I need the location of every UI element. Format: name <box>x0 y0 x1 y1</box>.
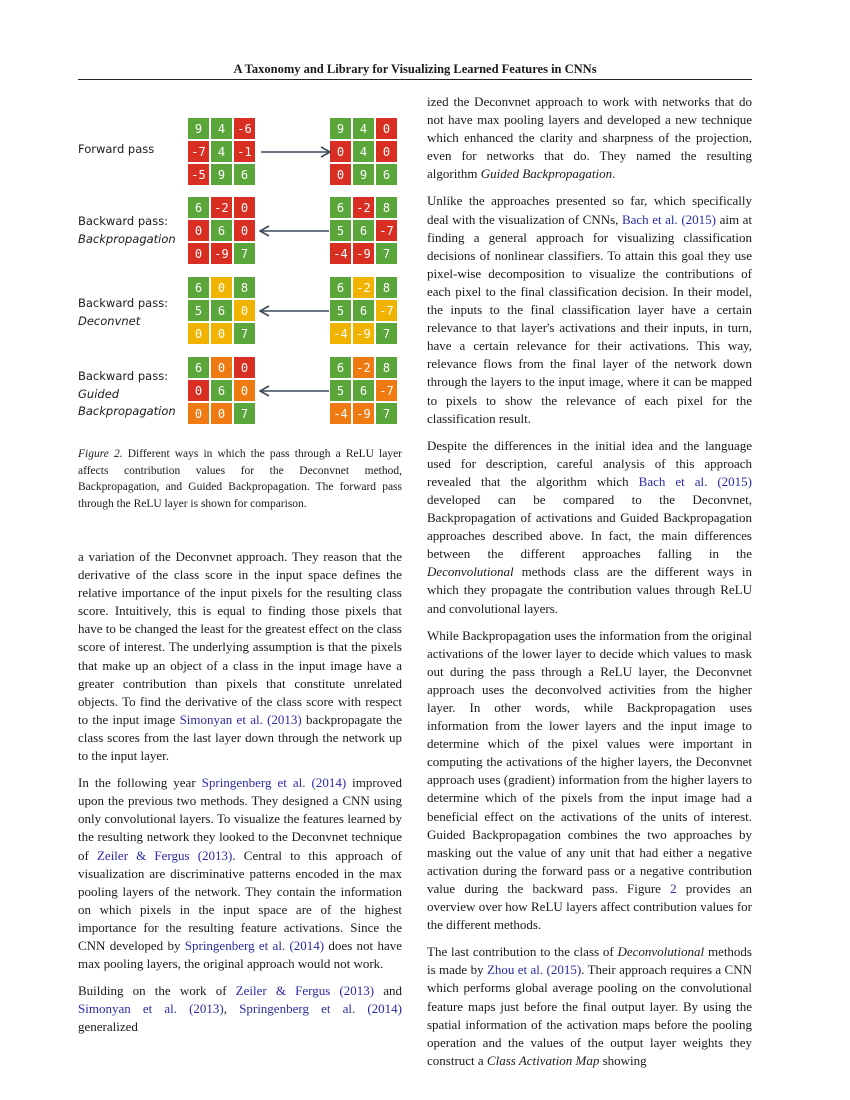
paragraph <box>427 93 752 183</box>
body-text: generalized <box>78 1019 138 1035</box>
matrix-cell: -7 <box>376 300 397 321</box>
right-column <box>427 93 752 1079</box>
matrix-cell: 0 <box>188 220 209 241</box>
matrix-cell: 0 <box>330 141 351 162</box>
row-label-method: Guided Backpropagation <box>78 386 176 418</box>
matrix-cell: 4 <box>353 141 374 162</box>
matrix-cell: 6 <box>211 300 232 321</box>
matrix-cell: 8 <box>376 357 397 378</box>
figure-row-label <box>78 213 174 248</box>
matrix-cell: 0 <box>188 243 209 264</box>
matrix-cell: 9 <box>211 164 232 185</box>
citation-link[interactable]: Zeiler & Fergus (2013) <box>96 847 233 863</box>
body-text: developed can be compared to the Deconvnet, Backpropagation of activations and Guided Backpropagation approaches described above. In fact, the main differences between the different approaches falling in the <box>427 491 752 562</box>
right-matrix <box>330 277 397 344</box>
body-text: backpropagate the class scores from the last layer down through the network up to the input layer. <box>78 711 402 764</box>
body-text: In the following year <box>78 775 202 791</box>
caption-text: Different ways in which the pass through a ReLU layer affects contribution values for the Deconvnet method, Backpropagation, and Guided Backpropagation. The forward pass through the ReLU layer is shown for comparison. <box>78 448 402 510</box>
matrix-cell: 6 <box>330 197 351 218</box>
matrix-cell: 6 <box>330 357 351 378</box>
matrix-cell: 7 <box>234 243 255 264</box>
paragraph <box>427 943 752 1070</box>
row-label-plain: Backward pass: <box>78 369 169 383</box>
paragraph <box>427 192 752 427</box>
matrix-cell: 5 <box>330 380 351 401</box>
matrix-cell: -7 <box>188 141 209 162</box>
matrix-cell: 6 <box>330 277 351 298</box>
body-text: Unlike the approaches presented so far, which specifically deal with the visualization of CNNs, <box>427 193 752 227</box>
row-label-method: Backpropagation <box>78 231 176 246</box>
left-matrix <box>188 118 255 185</box>
relu-pass-figure <box>78 110 410 440</box>
matrix-cell: 0 <box>234 197 255 218</box>
matrix-cell: 7 <box>234 403 255 424</box>
matrix-cell: 6 <box>188 357 209 378</box>
matrix-cell: 6 <box>188 277 209 298</box>
left-column <box>78 548 402 1045</box>
matrix-cell: 7 <box>376 243 397 264</box>
matrix-cell: 8 <box>376 197 397 218</box>
paragraph <box>78 982 402 1036</box>
right-matrix <box>330 118 397 185</box>
body-text: methods is made by <box>427 944 752 978</box>
matrix-cell: 5 <box>330 220 351 241</box>
paragraph <box>427 437 752 618</box>
figure-row-label <box>78 295 168 330</box>
row-label-plain: Backward pass: <box>78 214 169 228</box>
emphasis-text: Class Activation Map <box>486 1052 600 1068</box>
matrix-cell: -2 <box>353 197 374 218</box>
body-text: , <box>223 1001 240 1017</box>
matrix-cell: -9 <box>211 243 232 264</box>
matrix-cell: 9 <box>188 118 209 139</box>
citation-link[interactable]: Springenberg et al. (2014) <box>201 775 347 791</box>
matrix-cell: 0 <box>234 220 255 241</box>
matrix-cell: 6 <box>353 220 374 241</box>
matrix-cell: 0 <box>188 403 209 424</box>
citation-link[interactable]: Zhou et al. (2015) <box>486 962 582 978</box>
arrow-left-icon <box>259 384 331 398</box>
matrix-cell: 5 <box>188 300 209 321</box>
matrix-cell: -9 <box>353 243 374 264</box>
citation-link[interactable]: Simonyan et al. (2013) <box>78 1001 224 1017</box>
matrix-cell: 0 <box>211 323 232 344</box>
matrix-cell: 0 <box>211 357 232 378</box>
matrix-cell: 8 <box>234 277 255 298</box>
matrix-cell: 0 <box>234 380 255 401</box>
matrix-cell: 0 <box>211 403 232 424</box>
matrix-cell: 0 <box>330 164 351 185</box>
matrix-cell: -7 <box>376 220 397 241</box>
citation-link[interactable]: Springenberg et al. (2014) <box>239 1001 402 1017</box>
matrix-cell: -9 <box>353 403 374 424</box>
matrix-cell: 9 <box>330 118 351 139</box>
arrow-right-icon <box>259 145 331 159</box>
matrix-cell: 0 <box>188 323 209 344</box>
body-text: and <box>374 983 402 999</box>
matrix-cell: 6 <box>234 164 255 185</box>
matrix-cell: 0 <box>376 141 397 162</box>
matrix-cell: -2 <box>353 357 374 378</box>
matrix-cell: 6 <box>211 220 232 241</box>
left-matrix <box>188 357 255 424</box>
emphasis-text: Deconvolutional <box>617 944 705 960</box>
matrix-cell: 6 <box>211 380 232 401</box>
matrix-cell: 4 <box>211 118 232 139</box>
running-title: A Taxonomy and Library for Visualizing Learned Features in CNNs <box>233 62 597 76</box>
body-text: showing <box>599 1052 647 1068</box>
citation-link[interactable]: Bach et al. (2015) <box>621 211 717 227</box>
matrix-cell: 6 <box>376 164 397 185</box>
body-text: . Their approach requires a CNN which performs global average pooling on the convolutional feature maps just before the final output layer. By using the spatial information of the activation maps before the pooling operation and the values of the output layer weights they construct a <box>427 962 752 1068</box>
citation-link[interactable]: Zeiler & Fergus (2013) <box>235 983 375 999</box>
citation-link[interactable]: 2 <box>670 880 677 896</box>
body-text: Building on the work of <box>78 983 236 999</box>
right-matrix <box>330 357 397 424</box>
matrix-cell: 5 <box>330 300 351 321</box>
paragraph <box>78 774 402 973</box>
arrow-left-icon <box>259 304 331 318</box>
emphasis-text: Guided Backpropagation <box>480 166 613 182</box>
row-label-plain: Backward pass: <box>78 296 169 310</box>
body-text: does not have max pooling layers, the original approach would not work. <box>78 937 403 972</box>
body-text: The last contribution to the class of <box>427 944 618 960</box>
emphasis-text: Deconvolutional <box>427 564 514 580</box>
body-text: Despite the differences in the initial idea and the language used for description, careful analysis of this approach revealed that the algorithm which <box>427 437 752 489</box>
matrix-cell: 6 <box>353 300 374 321</box>
figure-row-label <box>78 141 154 159</box>
matrix-cell: -2 <box>353 277 374 298</box>
citation-link[interactable]: Simonyan et al. (2013) <box>179 711 302 727</box>
matrix-cell: -9 <box>353 323 374 344</box>
matrix-cell: -1 <box>234 141 255 162</box>
matrix-cell: -6 <box>234 118 255 139</box>
body-text: methods class are the different ways in which they propagate the contribution values through ReLU and convolutional layers. <box>427 564 752 616</box>
row-label-plain: Forward pass <box>78 142 155 156</box>
figure-caption <box>78 446 402 512</box>
matrix-cell: -7 <box>376 380 397 401</box>
figure-row-label <box>78 368 174 421</box>
matrix-cell: -5 <box>188 164 209 185</box>
matrix-cell: 6 <box>188 197 209 218</box>
matrix-cell: -4 <box>330 403 351 424</box>
paragraph <box>427 627 752 935</box>
matrix-cell: 6 <box>353 380 374 401</box>
matrix-cell: 8 <box>376 277 397 298</box>
matrix-cell: -4 <box>330 243 351 264</box>
body-text: provides an overview over how ReLU layers affect contribution values for the different methods. <box>427 880 752 933</box>
right-matrix <box>330 197 397 264</box>
matrix-cell: 0 <box>234 300 255 321</box>
header-rule <box>78 79 752 80</box>
matrix-cell: 4 <box>211 141 232 162</box>
matrix-cell: -2 <box>211 197 232 218</box>
left-matrix <box>188 277 255 344</box>
paragraph <box>78 548 402 765</box>
matrix-cell: 7 <box>376 403 397 424</box>
body-text: While Backpropagation uses the information from the original activations of the lower layer to decide which values to mask out during the pass through a ReLU layer, the Deconvnet approach uses the deconvolved activities from the higher layer. In other words, while Backpropagation uses information from the lower layers and the input image to determine which of the pixel values were important in computing the activations of the higher layers, the Deconvnet approach uses (gradient) information from the higher layers to determine which of the pixels from the input image had a beneficial effect on the activations of the units of interest. Guided Backpropagation combines the two approaches by masking out the value of any unit that had either a negative activation during the forward pass or a negative contribution value during the backward pass. Figure <box>427 627 752 896</box>
citation-link[interactable]: Springenberg et al. (2014) <box>184 937 325 953</box>
citation-link[interactable]: Bach et al. (2015) <box>638 473 752 489</box>
matrix-cell: 0 <box>211 277 232 298</box>
matrix-cell: 0 <box>376 118 397 139</box>
row-label-method: Deconvnet <box>78 313 141 328</box>
body-text: . <box>612 166 616 182</box>
matrix-cell: 9 <box>353 164 374 185</box>
matrix-cell: 0 <box>234 357 255 378</box>
arrow-left-icon <box>259 224 331 238</box>
body-text: . Central to this approach of visualization are discriminative patterns encoded in the max pooling layers of the network. They contain the information on which pixels in the input space are of the highest importance for the resulting feature activations. Since the CNN developed by <box>78 847 402 953</box>
matrix-cell: 4 <box>353 118 374 139</box>
matrix-cell: 0 <box>188 380 209 401</box>
body-text: ized the Deconvnet approach to work with networks that do not have max pooling layers and developed a new technique which enhanced the clarity and sharpness of the projection, even for networks that do. They named the resulting algorithm <box>427 94 752 182</box>
matrix-cell: -4 <box>330 323 351 344</box>
matrix-cell: 7 <box>234 323 255 344</box>
body-text: improved upon the previous two methods. They designed a CNN using only convolutional layers. To visualize the features learned by the resulting network they looked to the Deconvnet technique of <box>78 775 402 863</box>
caption-label: Figure 2. <box>78 448 123 460</box>
matrix-cell: 7 <box>376 323 397 344</box>
body-text: a variation of the Deconvnet approach. They reason that the derivative of the class score in the input space defines the relative importance of the input pixels for the resulting class score. Intuitively, this is equal to finding those pixels that have to be changed the least for the greatest effect on the class score of interest. The underlying assumption is that the pixels that make up an object of a class in the input image have a greater contribution than pixels that constitute unrelated objects. To find the derivative of the class score with respect to the input image <box>78 549 402 727</box>
left-matrix <box>188 197 255 264</box>
body-text: aim at finding a general approach for visualizing classification decisions of nonlinear classifiers. To attain this goal they use pixel-wise decomposition to visualize the contributions of each pixel to the final classification decision. In their model, the inputs to the final classification layer have a certain relevance to that layer's activations and their inputs, in turn, have a certain relevance for their activations. This way, relevance flows from the final layer of the network down through the layers to the input image, where it can be mapped to pixels to show the relevance of each pixel for the classification result. <box>427 211 752 426</box>
